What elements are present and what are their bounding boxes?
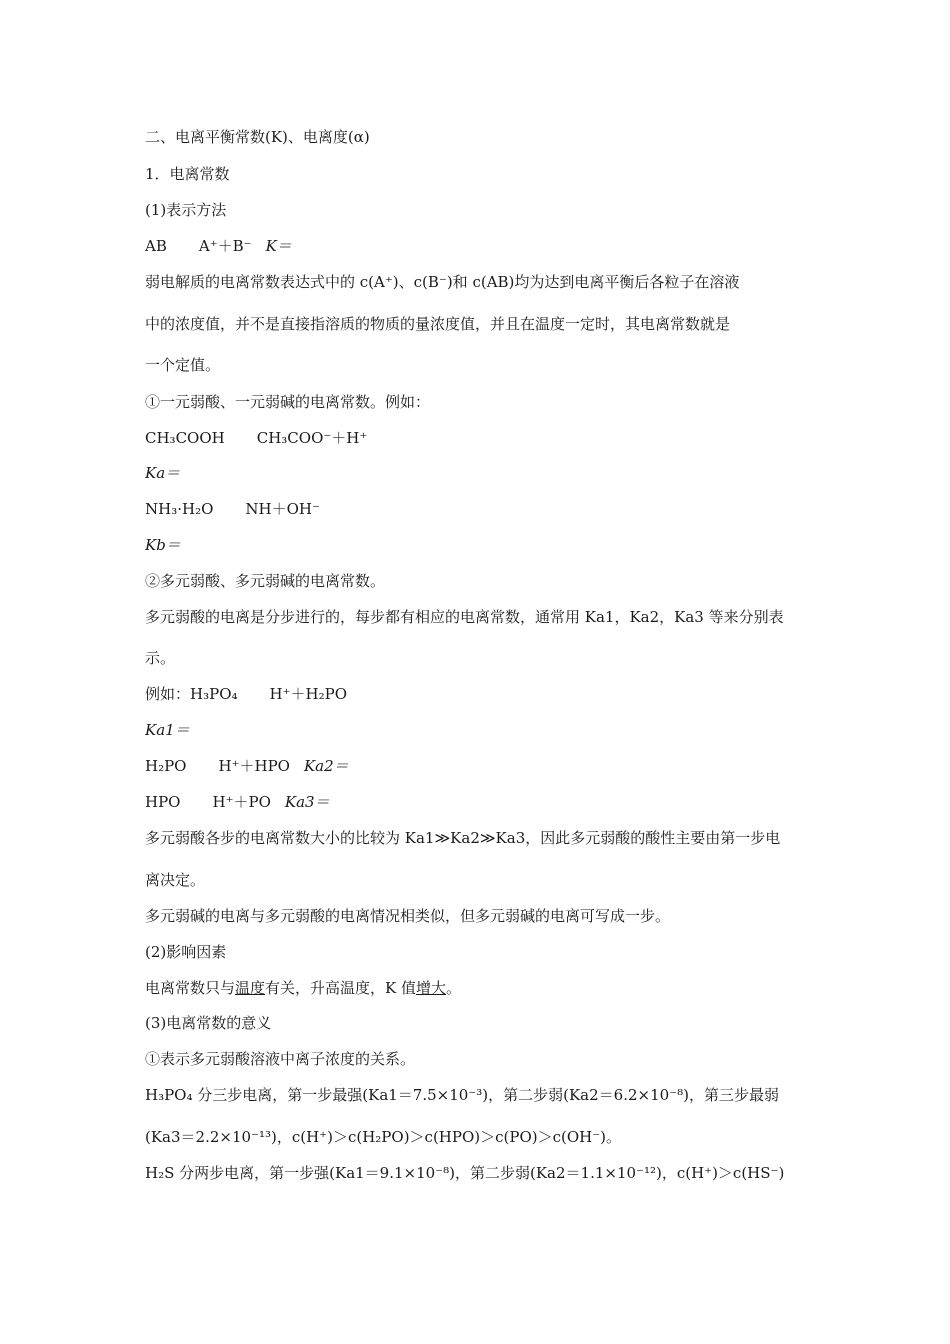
paragraph-line: 示。 — [145, 649, 176, 667]
equation-h2po — [145, 756, 815, 778]
equation-rhs: H⁺＋HPO — [218, 757, 290, 775]
paragraph-line: 中的浓度值，并不是直接指溶质的物质的量浓度值，并且在温度一定时，其电离常数就是 — [145, 315, 731, 333]
equation-lhs: H₂PO — [145, 757, 187, 775]
paragraph-line: H₃PO₄ 分三步电离，第一步最强(Ka1＝7.5×10⁻³)，第二步弱(Ka2＝6.2×10⁻⁸)，第三步最弱 — [145, 1086, 779, 1104]
equation-lhs: CH₃COOH — [145, 429, 225, 447]
equation-acetic — [145, 428, 815, 450]
subsection-title: (1)表示方法 — [145, 201, 227, 219]
underlined-term: 温度 — [235, 979, 266, 997]
equation-nh3 — [145, 499, 815, 521]
section-heading: 二、电离平衡常数(K)、电离度(α) — [145, 128, 370, 146]
paragraph-line: 弱电解质的电离常数表达式中的 c(A⁺)、c(B⁻)和 c(AB)均为达到电离平衡后各粒子在溶液 — [145, 273, 740, 291]
equation-h3po4 — [145, 684, 815, 706]
equation-rhs: H⁺＋PO — [212, 793, 271, 811]
text-run: 电离常数只与 — [145, 979, 236, 997]
paragraph-line: 一个定值。 — [145, 356, 221, 374]
equation-lhs: H₃PO₄ — [190, 685, 238, 703]
paragraph-line: 多元弱酸各步的电离常数大小的比较为 Ka1≫Ka2≫Ka3，因此多元弱酸的酸性主要由第一步电 — [145, 829, 781, 847]
equation-lhs: NH₃·H₂O — [145, 500, 214, 518]
equation-rhs: H⁺＋H₂PO — [269, 685, 347, 703]
equation-lhs: HPO — [145, 793, 181, 811]
text-run: 。 — [446, 979, 462, 997]
equation-lhs: AB — [145, 237, 167, 255]
equation-constant: Ka2＝ — [303, 757, 349, 775]
equation-hpo — [145, 792, 815, 814]
subsection-title: (2)影响因素 — [145, 943, 227, 961]
paragraph-line: (Ka3＝2.2×10⁻¹³)，c(H⁺)＞c(H₂PO)＞c(HPO)＞c(PO)＞c(OH⁻)。 — [145, 1128, 622, 1146]
list-item: ②多元弱酸、多元弱碱的电离常数。 — [145, 572, 386, 590]
example-prefix: 例如： — [145, 685, 191, 703]
ka1-expression: Ka1＝ — [145, 721, 190, 739]
underlined-term: 增大 — [416, 979, 447, 997]
subsection-title: 1．电离常数 — [145, 165, 230, 183]
equation-rhs: A⁺＋B⁻ — [198, 237, 252, 255]
paragraph-line — [145, 978, 815, 1000]
text-run: 有关，升高温度，K 值 — [265, 979, 417, 997]
paragraph-line: 多元弱碱的电离与多元弱酸的电离情况相类似，但多元弱碱的电离可写成一步。 — [145, 907, 671, 925]
ka-expression: Ka＝ — [145, 464, 181, 482]
equation-rhs: CH₃COO⁻＋H⁺ — [256, 429, 368, 447]
equation-constant: K＝ — [265, 237, 292, 255]
equation-rhs: NH＋OH⁻ — [245, 500, 320, 518]
kb-expression: Kb＝ — [145, 536, 181, 554]
equation-ab — [145, 236, 815, 258]
subsection-title: (3)电离常数的意义 — [145, 1014, 272, 1032]
paragraph-line: 离决定。 — [145, 871, 206, 889]
list-item: ①表示多元弱酸溶液中离子浓度的关系。 — [145, 1050, 416, 1068]
equation-constant: Ka3＝ — [284, 793, 330, 811]
paragraph-line: 多元弱酸的电离是分步进行的，每步都有相应的电离常数，通常用 Ka1，Ka2，Ka3 等来分别表 — [145, 608, 784, 626]
paragraph-line: H₂S 分两步电离，第一步强(Ka1＝9.1×10⁻⁸)，第二步弱(Ka2＝1.1×10⁻¹²)，c(H⁺)＞c(HS⁻) — [145, 1164, 785, 1182]
list-item: ①一元弱酸、一元弱碱的电离常数。例如： — [145, 393, 431, 411]
